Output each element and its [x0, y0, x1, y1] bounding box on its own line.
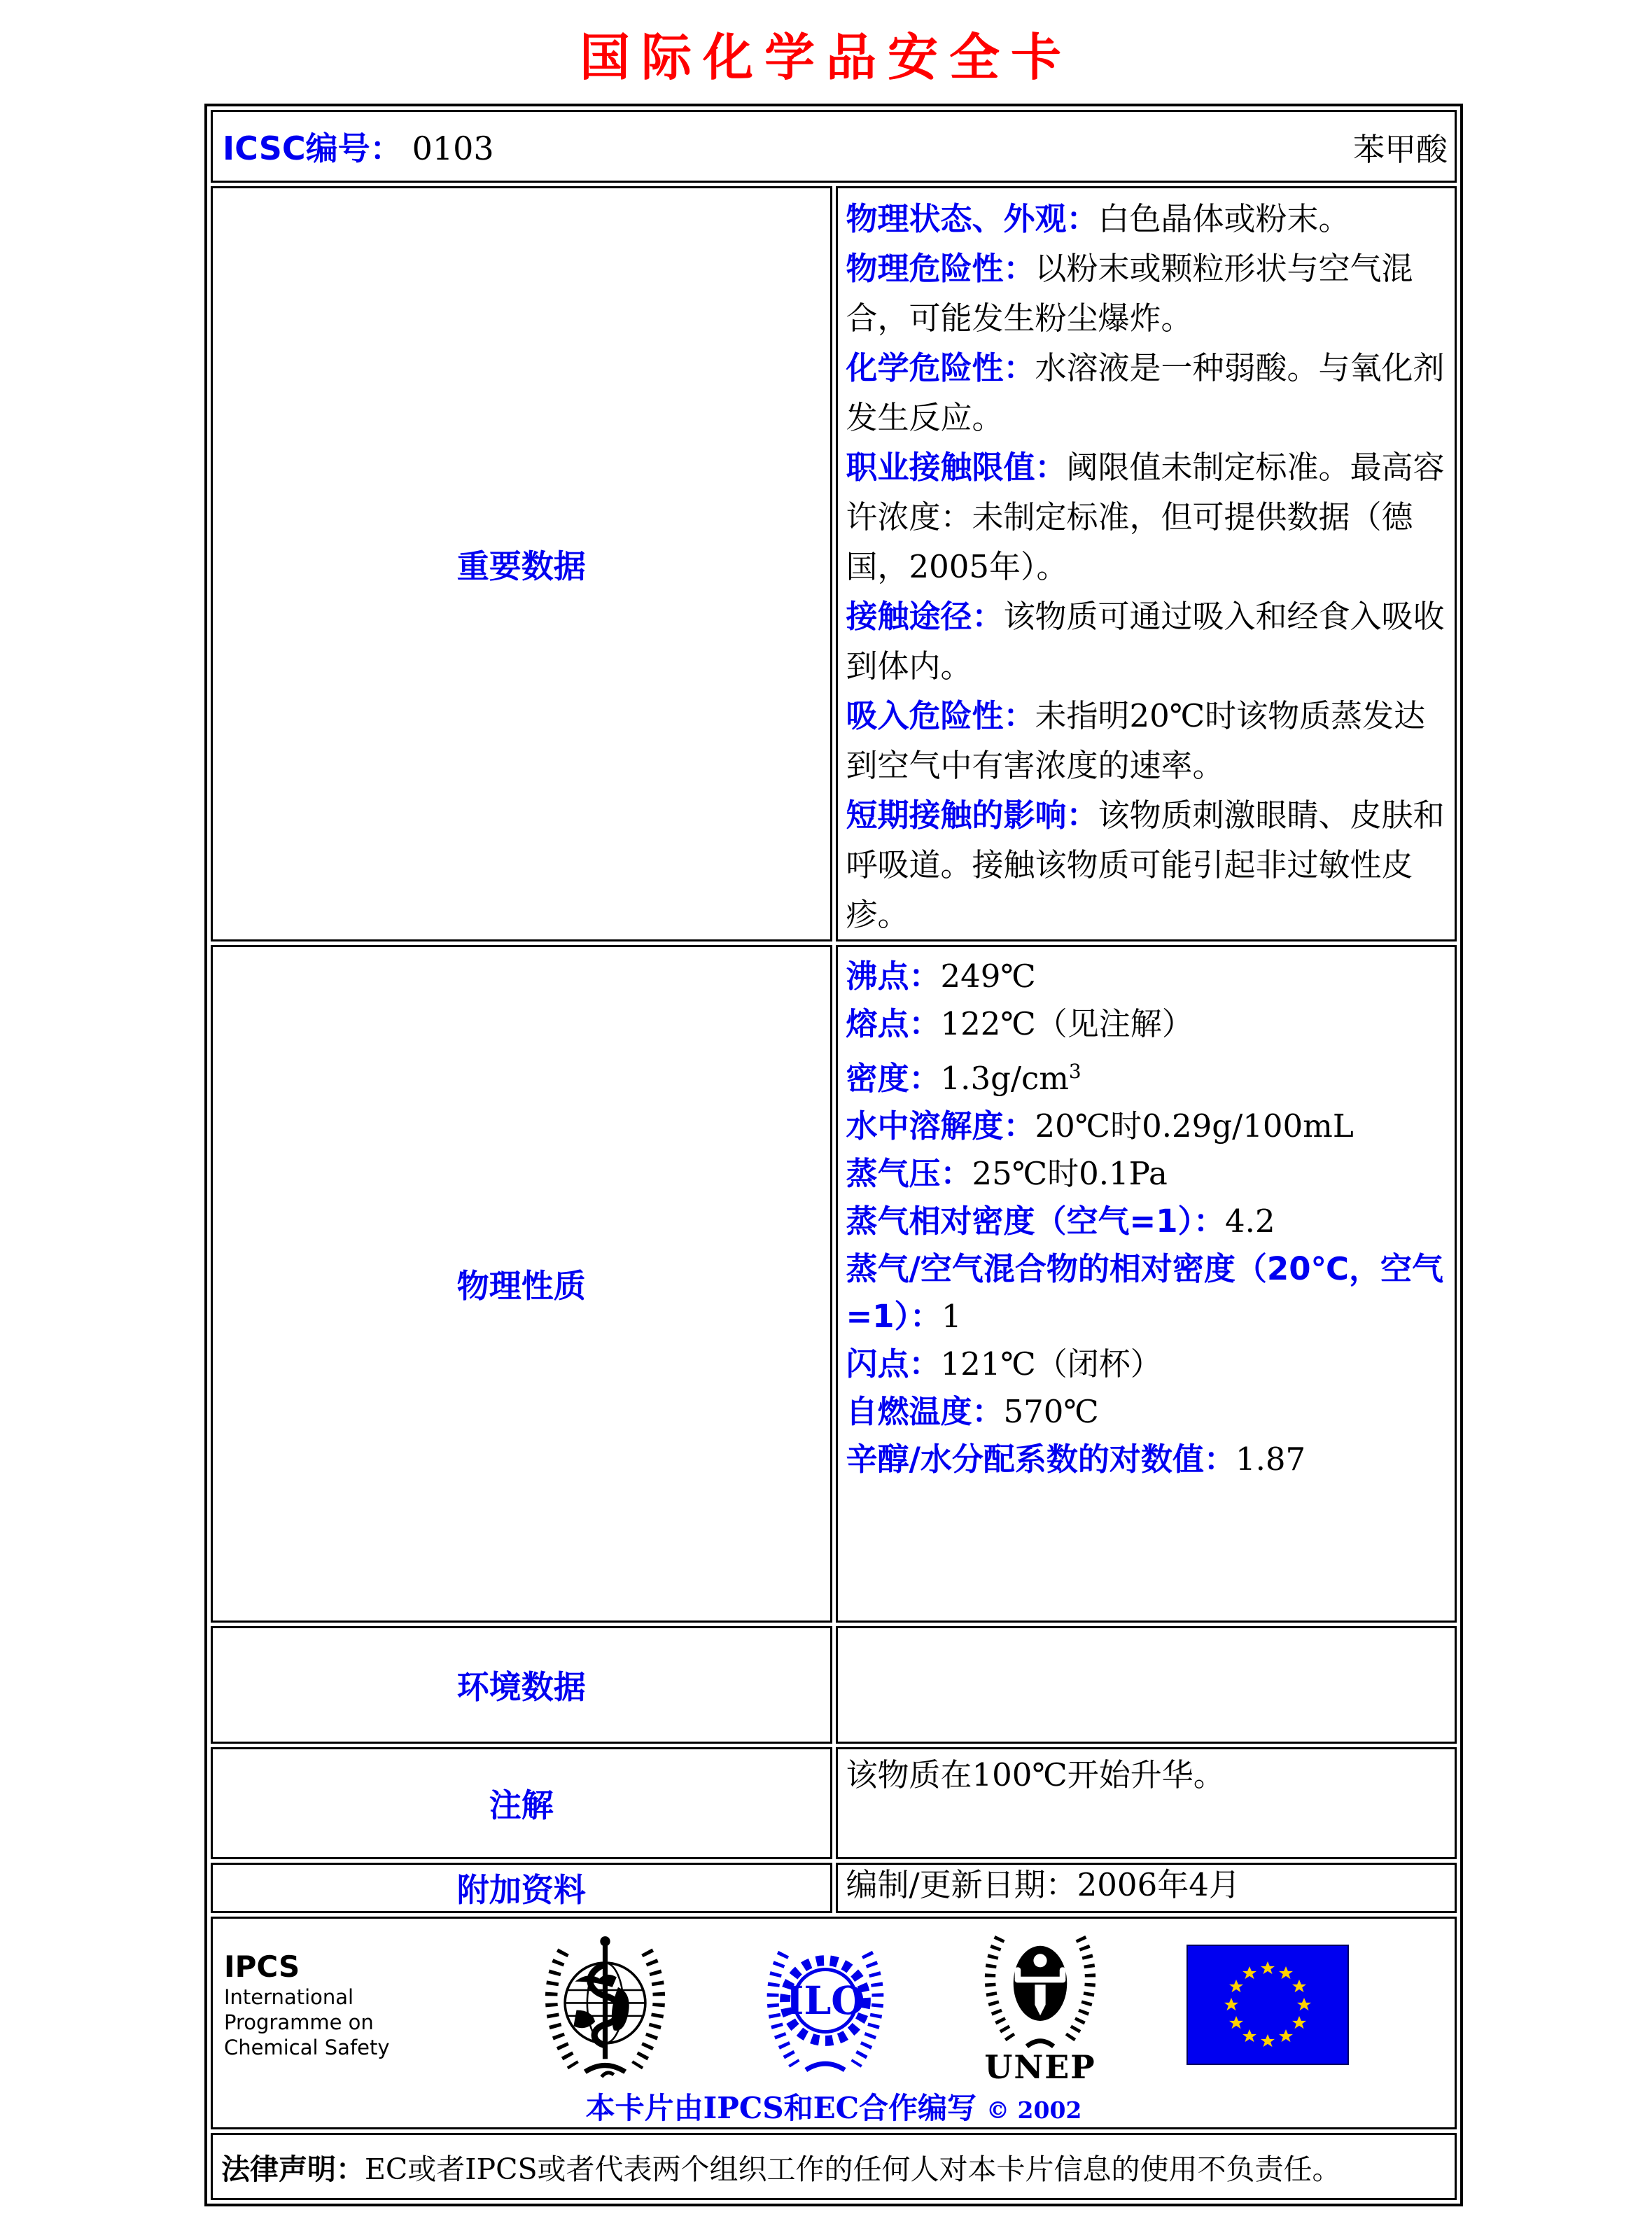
notes-content [836, 1747, 1457, 1859]
section-title-important-data: 重要数据 [456, 547, 586, 585]
section-title-notes: 注解 [489, 1786, 554, 1824]
flash-point-line: 闪点：121℃（闭杯） [846, 1345, 1162, 1382]
logos-strip [213, 1919, 1455, 2082]
physical-properties-content [836, 945, 1457, 1623]
vapor-pressure-line: 蒸气压：25℃时0.1Pa [846, 1155, 1168, 1192]
legal-label: 法律声明： [221, 2152, 365, 2186]
occupational-limit-line: 职业接触限值：阈限值未制定标准。最高容许浓度：未制定标准，但可提供数据（德国，2005年）。 [846, 449, 1445, 585]
vapor-air-mixture-density-line: 蒸气/空气混合物的相对密度（20℃，空气=1）：1 [846, 1250, 1444, 1335]
unep-letters: UNEP [984, 2048, 1096, 2082]
legal-text: EC或者IPCS或者代表两个组织工作的任何人对本卡片信息的使用不负责任。 [365, 2152, 1341, 2186]
ilo-logo-icon [756, 1935, 895, 2074]
footer-logos-row [211, 1917, 1457, 2129]
inhalation-risk-line: 吸入危险性：未指明20℃时该物质蒸发达到空气中有害浓度的速率。 [846, 697, 1426, 784]
chemical-name: 苯甲酸 [1352, 130, 1448, 168]
density-line: 密度：$1.3g/cm^3$ [846, 1060, 1082, 1097]
section-title-environmental-data: 环境数据 [456, 1668, 586, 1706]
copyright-notice: © 2002 [986, 2096, 1082, 2124]
additional-info-row [211, 1863, 1457, 1913]
legal-statement [213, 2146, 1455, 2188]
octanol-water-partition-line: 辛醇/水分配系数的对数值：1.87 [846, 1441, 1306, 1478]
autoignition-temperature-line: 自燃温度：570℃ [846, 1393, 1099, 1430]
physical-properties-row [211, 945, 1457, 1623]
important-data-content [836, 186, 1457, 941]
unep-logo-icon [973, 1927, 1107, 2082]
eu-flag-icon [1186, 1945, 1350, 2065]
section-title-physical-properties: 物理性质 [456, 1267, 586, 1305]
physical-danger-line: 物理危险性：以粉末或颗粒形状与空气混合，可能发生粉尘爆炸。 [846, 250, 1413, 337]
icsc-card-table [204, 104, 1463, 2206]
legal-row [211, 2133, 1457, 2200]
melting-point-line: 熔点：122℃（见注解） [846, 1005, 1194, 1042]
ilo-letters: ILO [785, 1977, 865, 2024]
notes-text: 该物质在100℃开始升华。 [846, 1756, 1225, 1793]
important-data-row [211, 186, 1457, 941]
ipcs-text-block: IPCS International Programme on Chemical Safety [224, 1949, 455, 2060]
short-term-effect-line: 短期接触的影响：该物质刺激眼睛、皮肤和呼吸道。接触该物质可能引起非过敏性皮疹。 [846, 797, 1445, 933]
boiling-point-line: 沸点：249℃ [846, 958, 1036, 995]
header-row [211, 110, 1457, 183]
notes-row [211, 1747, 1457, 1859]
update-date-line: 编制/更新日期：2006年4月 [846, 1866, 1240, 1903]
icsc-number-label: ICSC编号： [223, 130, 402, 167]
water-solubility-line: 水中溶解度：20℃时0.29g/100mL [846, 1107, 1354, 1144]
environmental-data-content [836, 1626, 1457, 1744]
additional-info-content [836, 1863, 1457, 1913]
icsc-number-value: 0103 [412, 130, 494, 167]
ipcs-name: IPCS [224, 1949, 300, 1984]
who-logo-icon [533, 1931, 677, 2078]
chemical-danger-line: 化学危险性：水溶液是一种弱酸。与氧化剂发生反应。 [846, 349, 1445, 436]
section-title-additional-info: 附加资料 [456, 1871, 586, 1909]
density-superscript: 3 [1068, 1060, 1082, 1083]
environmental-data-row [211, 1626, 1457, 1744]
cooperation-caption: 本卡片由IPCS和EC合作编写 © 2002 [585, 2091, 1082, 2125]
page-title: 国际化学品安全卡 [579, 28, 1072, 87]
physical-state-line: 物理状态、外观：白色晶体或粉末。 [846, 200, 1350, 237]
exposure-route-line: 接触途径：该物质可通过吸入和经食入吸收到体内。 [846, 598, 1445, 685]
icsc-number-group [223, 123, 494, 169]
vapor-relative-density-line: 蒸气相对密度（空气=1）：4.2 [846, 1203, 1275, 1240]
